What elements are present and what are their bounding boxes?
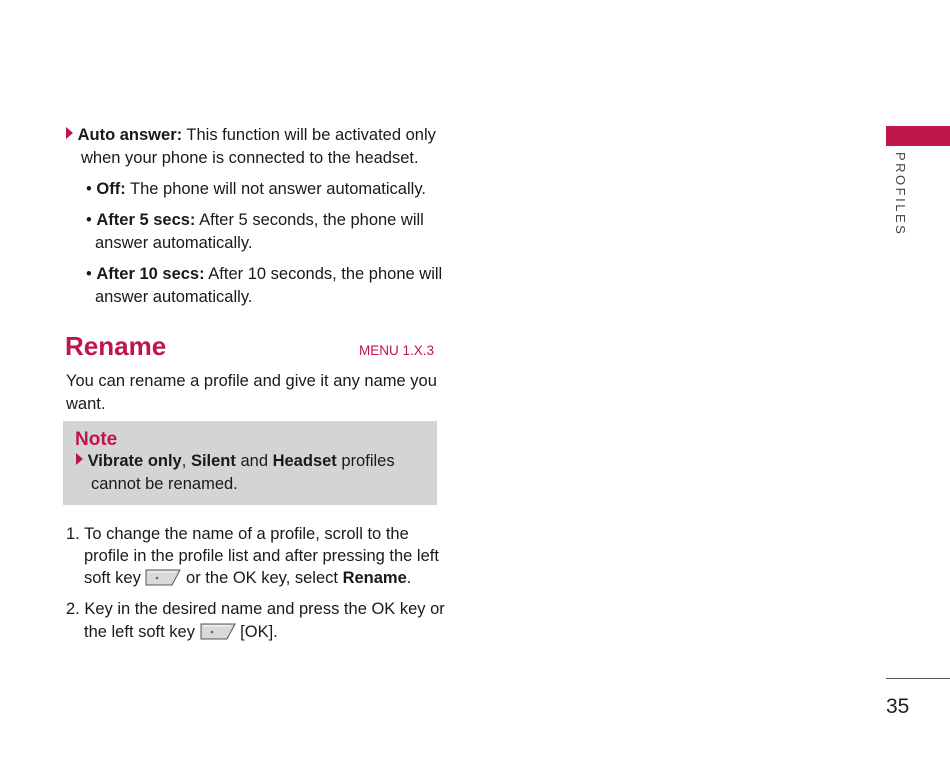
note-comma: , (181, 452, 187, 470)
step-text: the left soft key (84, 623, 195, 641)
step-1-line1 (66, 523, 409, 545)
rename-intro-line1: You can rename a profile and give it any name you (66, 372, 437, 390)
option-term: After 10 secs: (96, 265, 205, 283)
step-1-line3 (84, 567, 411, 589)
left-soft-key-icon (200, 621, 236, 641)
note-profile-vibrate: Vibrate only (87, 452, 182, 470)
note-line1 (76, 450, 395, 472)
step-number: 2. (66, 600, 80, 618)
option-desc-cont: answer automatically. (95, 288, 253, 306)
note-profile-silent: Silent (190, 452, 236, 470)
step-text: To change the name of a profile, scroll to the (84, 525, 409, 543)
auto-answer-line2: when your phone is connected to the headset. (81, 149, 419, 167)
step-rename-term: Rename (342, 569, 407, 587)
auto-answer-desc: This function will be activated only (186, 126, 436, 144)
step-text: or the OK key, select (186, 569, 338, 587)
note-title: Note (75, 429, 118, 450)
option-off: • Off: The phone will not answer automatically. (86, 180, 426, 198)
footer-divider (886, 678, 950, 679)
option-term: Off: (96, 180, 126, 198)
auto-answer-line1 (66, 124, 436, 146)
step-1-line2: profile in the profile list and after pressing the left (84, 547, 439, 565)
note-line2: cannot be renamed. (91, 475, 238, 493)
option-10-secs: • After 10 secs: After 10 seconds, the phone will (86, 265, 443, 283)
section-label: PROFILES (893, 152, 908, 237)
option-term: After 5 secs: (96, 211, 196, 229)
step-text: [OK]. (240, 623, 278, 641)
section-heading: Rename (65, 331, 167, 361)
option-desc: After 10 seconds, the phone will (208, 265, 443, 283)
step-text: Key in the desired name and press the OK key or (84, 600, 445, 618)
left-soft-key-icon (145, 567, 181, 587)
option-5-secs: • After 5 secs: After 5 seconds, the phone will (86, 211, 424, 229)
note-profile-headset: Headset (272, 452, 337, 470)
note-and: and (240, 452, 268, 470)
auto-answer-term: Auto answer: (77, 126, 183, 144)
rename-intro-line2: want. (66, 395, 106, 413)
menu-reference: MENU 1.X.3 (359, 343, 435, 358)
option-desc-cont: answer automatically. (95, 234, 253, 252)
step-2-line2 (84, 621, 278, 643)
option-desc: The phone will not answer automatically. (130, 180, 426, 198)
option-desc: After 5 seconds, the phone will (199, 211, 424, 229)
bullet-arrow-icon (66, 127, 73, 139)
step-2-line1 (66, 598, 445, 620)
section-tab-marker (886, 126, 950, 146)
page-number: 35 (886, 695, 910, 718)
bullet-arrow-icon (76, 453, 83, 465)
note-profiles-word: profiles (341, 452, 395, 470)
step-period: . (406, 569, 412, 587)
step-number: 1. (66, 525, 80, 543)
step-text: soft key (84, 569, 141, 587)
